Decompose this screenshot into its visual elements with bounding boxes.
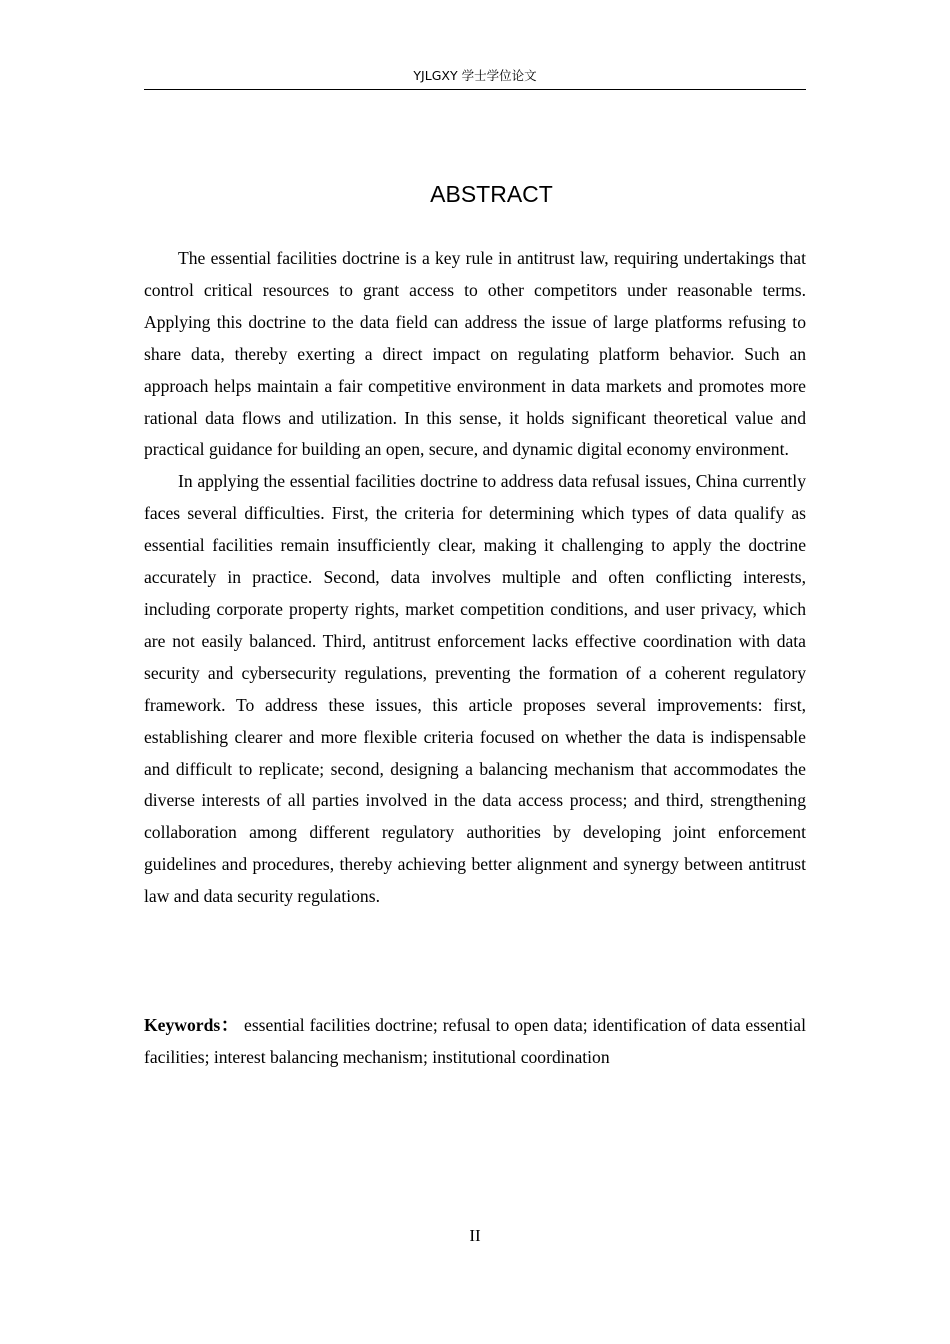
- keywords-label: Keywords：: [144, 1015, 240, 1035]
- abstract-paragraph-2: In applying the essential facilities doctrine to address data refusal issues, China currently faces several difficulties. First, the criteria for determining which types of data qualify as essential facilities remain insufficiently clear, making it challenging to apply the doctrine accurately in practice. Second, data involves multiple and often conflicting interests, including corporate property rights, market competition conditions, and user privacy, which are not easily balanced. Third, antitrust enforcement lacks effective coordination with data security and cybersecurity regulations, preventing the formation of a coherent regulatory framework. To address these issues, this article proposes several improvements: first, establishing clearer and more flexible criteria focused on whether the data is indispensable and difficult to replicate; second, designing a balancing mechanism that accommodates the diverse interests of all parties involved in the data access process; and third, strengthening collaboration among different regulatory authorities by developing joint enforcement guidelines and procedures, thereby achieving better alignment and synergy between antitrust law and data security regulations.: [144, 471, 806, 907]
- header-text: YJLGXY 学士学位论文: [413, 68, 537, 83]
- keywords-text: essential facilities doctrine; refusal to open data; identification of data essential facilities; interest balancing mechanism; institutional coordination: [144, 1015, 806, 1067]
- keywords-section: [144, 1010, 806, 1073]
- page-number: II: [469, 1226, 481, 1245]
- abstract-title: ABSTRACT: [430, 181, 553, 207]
- running-header: [144, 66, 806, 90]
- abstract-body: [144, 243, 806, 913]
- abstract-paragraph-1: The essential facilities doctrine is a key rule in antitrust law, requiring undertakings that control critical resources to grant access to other competitors under reasonable terms. Applying this doctrine to the data field can address the issue of large platforms refusing to share data, thereby exerting a direct impact on regulating platform behavior. Such an approach helps maintain a fair competitive environment in data markets and promotes more rational data flows and utilization. In this sense, it holds significant theoretical value and practical guidance for building an open, secure, and dynamic digital economy environment.: [144, 248, 806, 460]
